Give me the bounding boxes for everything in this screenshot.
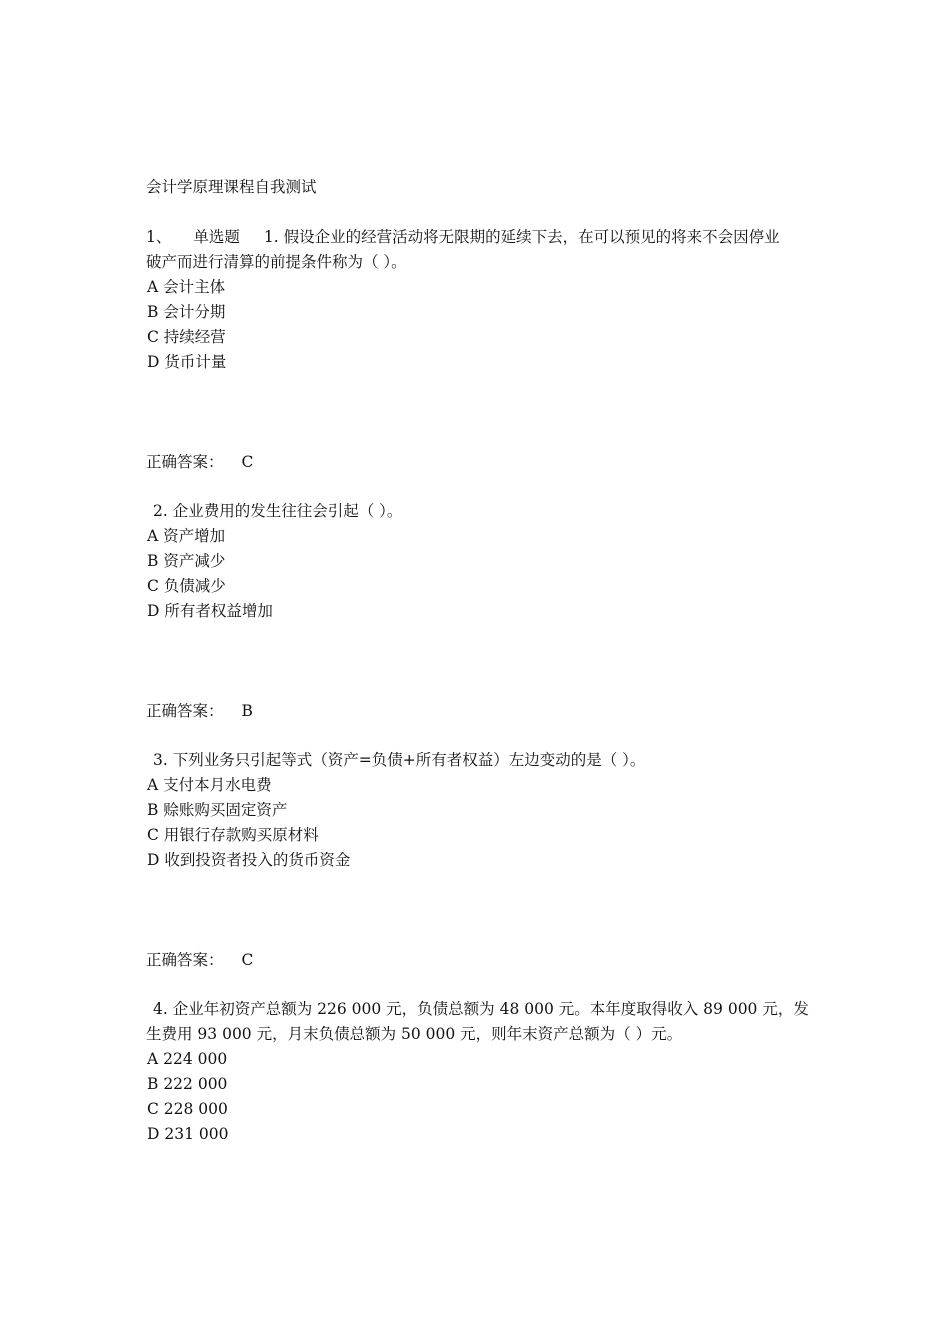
question-2-option-a: A 资产增加 — [147, 527, 226, 545]
section-number: 1、 — [146, 228, 172, 246]
question-2-option-d: D 所有者权益增加 — [147, 602, 273, 620]
question-1-answer — [146, 452, 253, 472]
question-1-option-d: D 货币计量 — [147, 353, 227, 371]
question-1-option-b: B 会计分期 — [147, 303, 226, 321]
question-3-answer — [146, 950, 253, 970]
question-1-option-a: A 会计主体 — [147, 278, 226, 296]
section-type: 单选题 — [193, 228, 240, 246]
question-4-text-2: 生费用 93 000 元，月末负债总额为 50 000 元，则年末资产总额为（ ）元。 — [146, 1025, 683, 1043]
answer-label: 正确答案： — [146, 702, 224, 720]
question-3-option-c: C 用银行存款购买原材料 — [147, 826, 319, 844]
question-1-text-1: 1. 假设企业的经营活动将无限期的延续下去，在可以预见的将来不会因停业 — [263, 228, 780, 246]
question-3-option-a: A 支付本月水电费 — [147, 776, 272, 794]
question-3-option-d: D 收到投资者投入的货币资金 — [147, 851, 351, 869]
answer-label: 正确答案： — [146, 453, 224, 471]
answer-value: C — [241, 453, 254, 471]
question-1-text-2: 破产而进行清算的前提条件称为（ ）。 — [146, 253, 407, 271]
question-4-option-c: C 228 000 — [147, 1100, 228, 1118]
answer-value: B — [241, 702, 253, 720]
question-2-option-c: C 负债减少 — [147, 577, 226, 595]
answer-value: C — [241, 951, 254, 969]
question-4-option-b: B 222 000 — [147, 1075, 228, 1093]
question-4-option-a: A 224 000 — [147, 1050, 228, 1068]
question-4-text-1: 4. 企业年初资产总额为 226 000 元，负债总额为 48 000 元。本年度取得收入 89 000 元，发 — [153, 1000, 809, 1018]
document-title: 会计学原理课程自我测试 — [146, 178, 317, 196]
question-2-text-1: 2. 企业费用的发生往往会引起（ ）。 — [153, 502, 403, 520]
question-3-text-1: 3. 下列业务只引起等式（资产=负债+所有者权益）左边变动的是（ ）。 — [153, 751, 646, 769]
answer-label: 正确答案： — [146, 951, 224, 969]
question-1-line-1 — [146, 227, 780, 247]
question-4-option-d: D 231 000 — [147, 1125, 229, 1143]
question-1-option-c: C 持续经营 — [147, 328, 226, 346]
question-2-answer — [146, 701, 253, 721]
question-3-option-b: B 赊账购买固定资产 — [147, 801, 288, 819]
question-2-option-b: B 资产减少 — [147, 552, 226, 570]
